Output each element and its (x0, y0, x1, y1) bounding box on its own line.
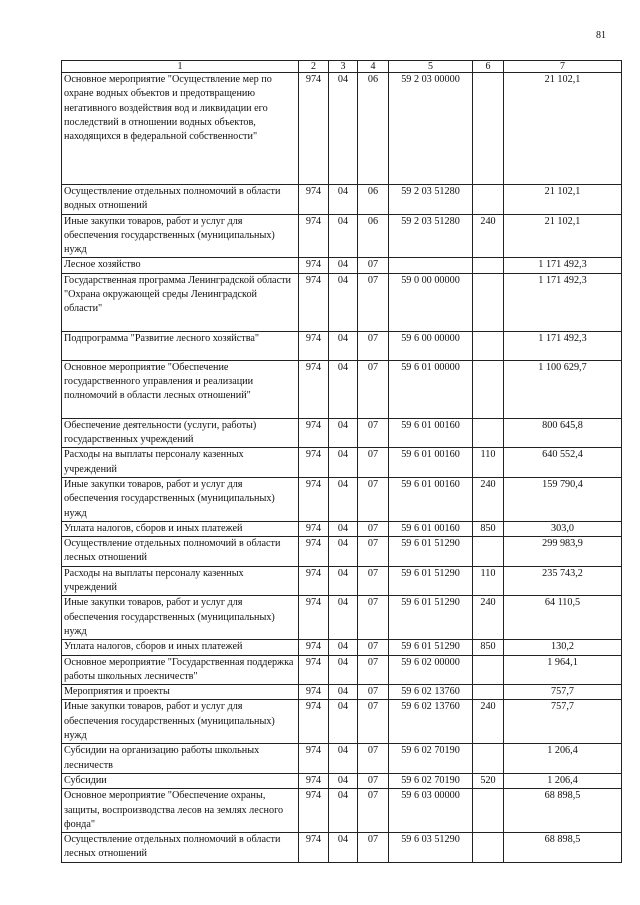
row-subsection-cell: 07 (358, 331, 389, 360)
row-section-cell: 04 (329, 331, 358, 360)
row-subsection-cell: 07 (358, 685, 389, 700)
row-target-code-cell: 59 6 02 70190 (389, 773, 473, 788)
row-admin-code-cell: 974 (299, 360, 329, 418)
row-subsection-cell: 07 (358, 448, 389, 478)
row-amount-cell: 1 171 492,3 (504, 331, 622, 360)
row-expense-type-cell (473, 789, 504, 833)
row-expense-type-cell (473, 273, 504, 331)
row-name-cell: Субсидии (62, 773, 299, 788)
row-subsection-cell: 07 (358, 789, 389, 833)
row-expense-type-cell (473, 744, 504, 774)
row-expense-type-cell: 240 (473, 700, 504, 744)
row-section-cell: 04 (329, 655, 358, 685)
table-row (62, 331, 622, 360)
row-name-cell: Основное мероприятие "Государственная поддержка работы школьных лесничеств" (62, 655, 299, 685)
row-section-cell: 04 (329, 773, 358, 788)
row-admin-code-cell: 974 (299, 185, 329, 215)
row-target-code-cell: 59 2 03 51280 (389, 185, 473, 215)
row-name-cell: Основное мероприятие "Обеспечение государственного управления и реализации полномочий в области лесных отношений" (62, 360, 299, 418)
row-amount-cell: 21 102,1 (504, 185, 622, 215)
row-amount-cell: 21 102,1 (504, 214, 622, 258)
row-target-code-cell: 59 6 02 00000 (389, 655, 473, 685)
row-expense-type-cell: 240 (473, 596, 504, 640)
row-section-cell: 04 (329, 214, 358, 258)
row-admin-code-cell: 974 (299, 537, 329, 567)
row-section-cell: 04 (329, 360, 358, 418)
table-row (62, 566, 622, 596)
row-subsection-cell: 07 (358, 640, 389, 655)
row-amount-cell: 68 898,5 (504, 833, 622, 863)
row-target-code-cell: 59 6 01 00160 (389, 477, 473, 521)
row-section-cell: 04 (329, 685, 358, 700)
row-target-code-cell: 59 6 01 00160 (389, 521, 473, 536)
row-amount-cell: 757,7 (504, 685, 622, 700)
row-name-cell: Осуществление отдельных полномочий в области лесных отношений (62, 833, 299, 863)
row-expense-type-cell: 240 (473, 477, 504, 521)
row-name-cell: Обеспечение деятельности (услуги, работы) государственных учреждений (62, 418, 299, 448)
row-subsection-cell: 07 (358, 833, 389, 863)
header-cell: 6 (473, 61, 504, 73)
row-amount-cell: 68 898,5 (504, 789, 622, 833)
table-row (62, 773, 622, 788)
row-subsection-cell: 07 (358, 596, 389, 640)
row-name-cell: Иные закупки товаров, работ и услуг для обеспечения государственных (муниципальных) нужд (62, 596, 299, 640)
header-cell: 3 (329, 61, 358, 73)
row-expense-type-cell (473, 73, 504, 185)
row-target-code-cell: 59 2 03 00000 (389, 73, 473, 185)
row-subsection-cell: 07 (358, 418, 389, 448)
row-expense-type-cell (473, 655, 504, 685)
row-amount-cell: 757,7 (504, 700, 622, 744)
row-section-cell: 04 (329, 418, 358, 448)
row-expense-type-cell (473, 833, 504, 863)
row-name-cell: Основное мероприятие "Обеспечение охраны, защиты, воспроизводства лесов на землях лесного фонда" (62, 789, 299, 833)
row-admin-code-cell: 974 (299, 773, 329, 788)
row-admin-code-cell: 974 (299, 521, 329, 536)
row-target-code-cell: 59 6 03 51290 (389, 833, 473, 863)
row-section-cell: 04 (329, 596, 358, 640)
table-row (62, 418, 622, 448)
row-admin-code-cell: 974 (299, 331, 329, 360)
row-name-cell: Государственная программа Ленинградской области "Охрана окружающей среды Ленинградской области" (62, 273, 299, 331)
row-target-code-cell: 59 6 02 13760 (389, 700, 473, 744)
row-admin-code-cell: 974 (299, 685, 329, 700)
row-name-cell: Иные закупки товаров, работ и услуг для обеспечения государственных (муниципальных) нужд (62, 477, 299, 521)
table-row (62, 685, 622, 700)
row-section-cell: 04 (329, 477, 358, 521)
row-admin-code-cell: 974 (299, 789, 329, 833)
row-section-cell: 04 (329, 744, 358, 774)
row-amount-cell: 235 743,2 (504, 566, 622, 596)
row-admin-code-cell: 974 (299, 214, 329, 258)
row-admin-code-cell: 974 (299, 258, 329, 273)
row-amount-cell: 159 790,4 (504, 477, 622, 521)
row-section-cell: 04 (329, 73, 358, 185)
row-name-cell: Подпрограмма "Развитие лесного хозяйства" (62, 331, 299, 360)
table-row (62, 655, 622, 685)
row-section-cell: 04 (329, 273, 358, 331)
row-expense-type-cell: 110 (473, 566, 504, 596)
row-admin-code-cell: 974 (299, 73, 329, 185)
row-expense-type-cell (473, 418, 504, 448)
row-section-cell: 04 (329, 537, 358, 567)
row-name-cell: Осуществление отдельных полномочий в области лесных отношений (62, 537, 299, 567)
row-admin-code-cell: 974 (299, 655, 329, 685)
table-row (62, 700, 622, 744)
row-admin-code-cell: 974 (299, 833, 329, 863)
row-subsection-cell: 06 (358, 214, 389, 258)
row-expense-type-cell: 240 (473, 214, 504, 258)
header-cell: 1 (62, 61, 299, 73)
row-amount-cell: 1 206,4 (504, 744, 622, 774)
header-cell: 2 (299, 61, 329, 73)
page-number: 81 (596, 30, 606, 41)
row-admin-code-cell: 974 (299, 477, 329, 521)
row-subsection-cell: 07 (358, 521, 389, 536)
row-subsection-cell: 07 (358, 655, 389, 685)
row-expense-type-cell: 850 (473, 521, 504, 536)
row-subsection-cell: 07 (358, 773, 389, 788)
row-amount-cell: 130,2 (504, 640, 622, 655)
row-target-code-cell: 59 6 00 00000 (389, 331, 473, 360)
row-amount-cell: 800 645,8 (504, 418, 622, 448)
table-row (62, 360, 622, 418)
row-target-code-cell: 59 6 01 51290 (389, 596, 473, 640)
row-target-code-cell: 59 6 01 00160 (389, 448, 473, 478)
table-row (62, 537, 622, 567)
row-admin-code-cell: 974 (299, 566, 329, 596)
table-row (62, 448, 622, 478)
row-name-cell: Лесное хозяйство (62, 258, 299, 273)
row-expense-type-cell (473, 537, 504, 567)
row-expense-type-cell: 850 (473, 640, 504, 655)
row-target-code-cell: 59 0 00 00000 (389, 273, 473, 331)
row-name-cell: Мероприятия и проекты (62, 685, 299, 700)
row-amount-cell: 640 552,4 (504, 448, 622, 478)
table-row (62, 73, 622, 185)
row-expense-type-cell (473, 185, 504, 215)
row-subsection-cell: 07 (358, 273, 389, 331)
row-subsection-cell: 07 (358, 477, 389, 521)
header-cell: 7 (504, 61, 622, 73)
row-name-cell: Уплата налогов, сборов и иных платежей (62, 521, 299, 536)
table-row (62, 273, 622, 331)
row-name-cell: Иные закупки товаров, работ и услуг для обеспечения государственных (муниципальных) нужд (62, 214, 299, 258)
table-row (62, 833, 622, 863)
row-name-cell: Расходы на выплаты персоналу казенных учреждений (62, 566, 299, 596)
row-target-code-cell: 59 6 01 51290 (389, 640, 473, 655)
row-amount-cell: 1 171 492,3 (504, 258, 622, 273)
row-section-cell: 04 (329, 448, 358, 478)
table-row (62, 744, 622, 774)
row-expense-type-cell (473, 685, 504, 700)
row-amount-cell: 1 171 492,3 (504, 273, 622, 331)
table-row (62, 477, 622, 521)
table-row (62, 185, 622, 215)
header-row (62, 61, 622, 73)
row-section-cell: 04 (329, 789, 358, 833)
row-amount-cell: 21 102,1 (504, 73, 622, 185)
row-admin-code-cell: 974 (299, 640, 329, 655)
row-section-cell: 04 (329, 258, 358, 273)
row-amount-cell: 1 206,4 (504, 773, 622, 788)
row-expense-type-cell (473, 331, 504, 360)
row-expense-type-cell: 110 (473, 448, 504, 478)
row-admin-code-cell: 974 (299, 596, 329, 640)
row-name-cell: Осуществление отдельных полномочий в области водных отношений (62, 185, 299, 215)
row-admin-code-cell: 974 (299, 418, 329, 448)
row-section-cell: 04 (329, 566, 358, 596)
row-admin-code-cell: 974 (299, 273, 329, 331)
row-amount-cell: 1 100 629,7 (504, 360, 622, 418)
table-row (62, 596, 622, 640)
header-cell: 5 (389, 61, 473, 73)
row-target-code-cell: 59 6 01 51290 (389, 566, 473, 596)
row-amount-cell: 1 964,1 (504, 655, 622, 685)
header-cell: 4 (358, 61, 389, 73)
row-target-code-cell: 59 6 02 13760 (389, 685, 473, 700)
row-admin-code-cell: 974 (299, 448, 329, 478)
row-expense-type-cell (473, 258, 504, 273)
row-subsection-cell: 07 (358, 258, 389, 273)
row-section-cell: 04 (329, 640, 358, 655)
row-subsection-cell: 07 (358, 360, 389, 418)
row-name-cell: Основное мероприятие "Осуществление мер по охране водных объектов и предотвращению негативного воздействия вод и ликвидации его последствий в отношении водных объектов, находящихся в федеральной собственности" (62, 73, 299, 185)
row-amount-cell: 299 983,9 (504, 537, 622, 567)
row-subsection-cell: 07 (358, 537, 389, 567)
table-row (62, 214, 622, 258)
row-name-cell: Иные закупки товаров, работ и услуг для обеспечения государственных (муниципальных) нужд (62, 700, 299, 744)
row-subsection-cell: 07 (358, 566, 389, 596)
row-target-code-cell: 59 6 01 51290 (389, 537, 473, 567)
row-expense-type-cell (473, 360, 504, 418)
table-row (62, 521, 622, 536)
row-section-cell: 04 (329, 700, 358, 744)
row-admin-code-cell: 974 (299, 700, 329, 744)
row-name-cell: Расходы на выплаты персоналу казенных учреждений (62, 448, 299, 478)
row-section-cell: 04 (329, 185, 358, 215)
row-admin-code-cell: 974 (299, 744, 329, 774)
row-name-cell: Субсидии на организацию работы школьных лесничеств (62, 744, 299, 774)
row-subsection-cell: 07 (358, 700, 389, 744)
row-section-cell: 04 (329, 833, 358, 863)
row-subsection-cell: 06 (358, 185, 389, 215)
table-row (62, 789, 622, 833)
row-amount-cell: 64 110,5 (504, 596, 622, 640)
row-target-code-cell: 59 6 01 00000 (389, 360, 473, 418)
row-subsection-cell: 07 (358, 744, 389, 774)
row-target-code-cell: 59 6 01 00160 (389, 418, 473, 448)
table-row (62, 640, 622, 655)
row-target-code-cell: 59 6 03 00000 (389, 789, 473, 833)
row-subsection-cell: 06 (358, 73, 389, 185)
row-amount-cell: 303,0 (504, 521, 622, 536)
table-row (62, 258, 622, 273)
row-target-code-cell: 59 2 03 51280 (389, 214, 473, 258)
row-section-cell: 04 (329, 521, 358, 536)
row-name-cell: Уплата налогов, сборов и иных платежей (62, 640, 299, 655)
budget-table (61, 60, 622, 863)
row-expense-type-cell: 520 (473, 773, 504, 788)
row-target-code-cell: 59 6 02 70190 (389, 744, 473, 774)
row-target-code-cell (389, 258, 473, 273)
